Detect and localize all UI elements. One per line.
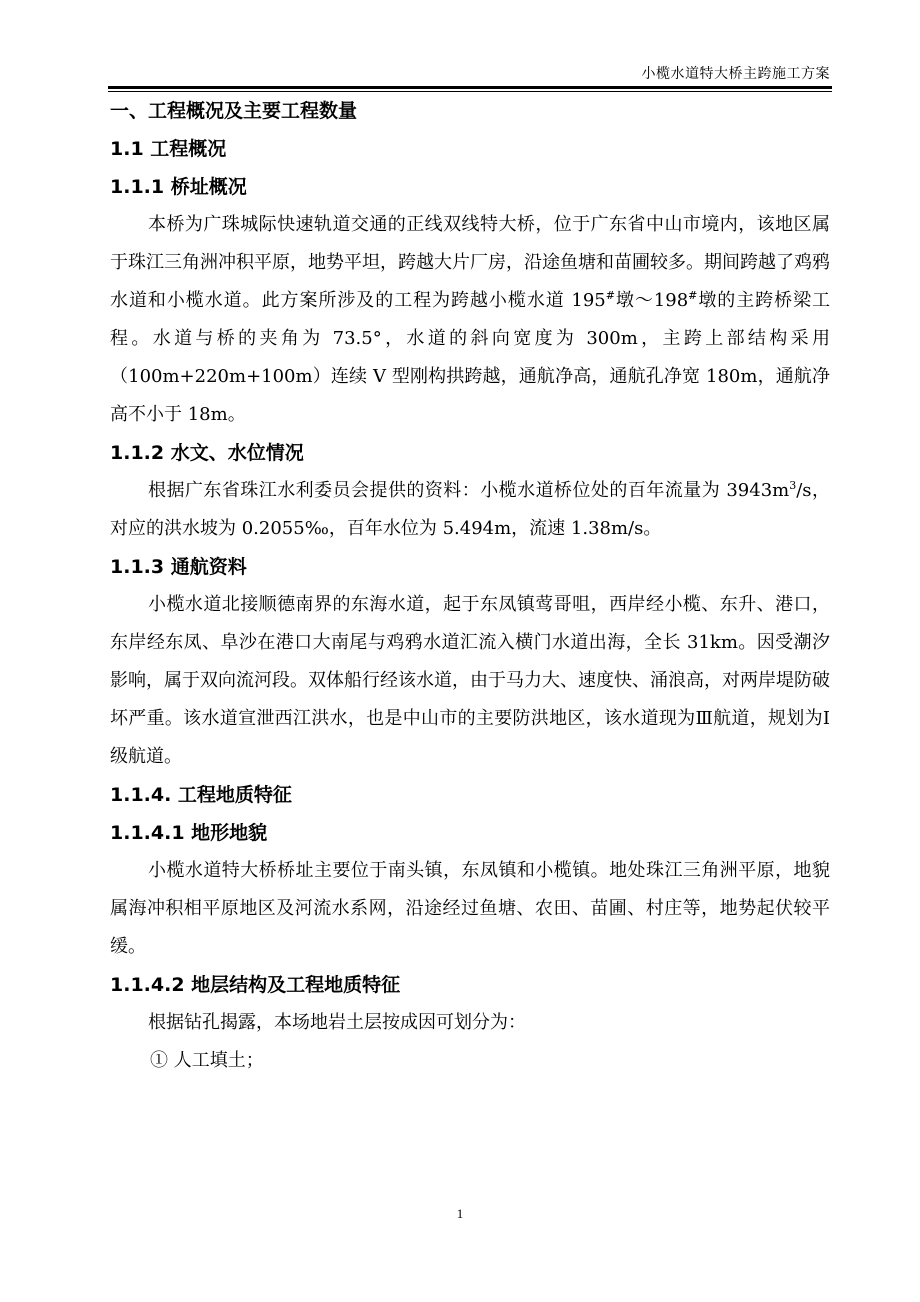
section-heading-1: 一、工程概况及主要工程数量 [110, 100, 358, 122]
section-heading-1-1-2: 1.1.2 水文、水位情况 [110, 442, 304, 464]
section-heading-1-1-1: 1.1.1 桥址概况 [110, 176, 247, 198]
section-heading-1-1-4-1: 1.1.4.1 地形地貌 [110, 822, 268, 844]
page-number: 1 [456, 1206, 464, 1221]
section-heading-1-1: 1.1 工程概况 [110, 138, 227, 160]
section-heading-1-1-4-2: 1.1.4.2 地层结构及工程地质特征 [110, 974, 401, 996]
header-rule [108, 86, 832, 89]
paragraph-strata: 根据钻孔揭露，本场地岩土层按成因可划分为： [148, 1012, 526, 1033]
list-item: ① 人工填土； [150, 1050, 264, 1071]
running-header: 小榄水道特大桥主跨施工方案 [641, 66, 830, 82]
paragraph-navigation: 小榄水道北接顺德南界的东海水道，起于东凤镇莺哥咀，西岸经小榄、东升、港口，东岸经东凤、阜沙在港口大南尾与鸡鸦水道汇流入横门水道出海，全长 31km。因受潮汐影响，属于双向流河段。双体船行经该水道，由于马力大、速度快、涌浪高，对两岸堤防破坏严重。该水道宣泄西江洪水，也是中山市的主要防洪地区，该水道现为Ⅲ航道，规划为Ⅰ级航道。 [110, 594, 830, 767]
paragraph-hydrology: 根据广东省珠江水利委员会提供的资料：小榄水道桥位处的百年流量为 $3943m^3/s$，对应的洪水坡为 0.2055‰，百年水位为 5.494m，流速 1.38m/s。 [110, 479, 830, 539]
section-heading-1-1-4: 1.1.4. 工程地质特征 [110, 784, 292, 806]
paragraph-bridge-site: 本桥为广珠城际快速轨道交通的正线双线特大桥，位于广东省中山市境内，该地区属于珠江三角洲冲积平原，地势平坦，跨越大片厂房，沿途鱼塘和苗圃较多。期间跨越了鸡鸦水道和小榄水道。此方案所涉及的工程为跨越小榄水道 195#墩～198#墩的主跨桥梁工程。水道与桥的夹角为 73.5°，水道的斜向宽度为 300m，主跨上部结构采用（100m+220m+100m）连续 V 型刚构拱跨越，通航净高，通航孔净宽 180m，通航净高不小于 18m。 [110, 214, 831, 425]
paragraph-terrain: 小榄水道特大桥桥址主要位于南头镇，东凤镇和小榄镇。地处珠江三角洲平原，地貌属海冲积相平原地区及河流水系网，沿途经过鱼塘、农田、苗圃、村庄等，地势起伏较平缓。 [110, 860, 830, 957]
page-content [110, 92, 830, 1080]
section-heading-1-1-3: 1.1.3 通航资料 [110, 556, 247, 578]
